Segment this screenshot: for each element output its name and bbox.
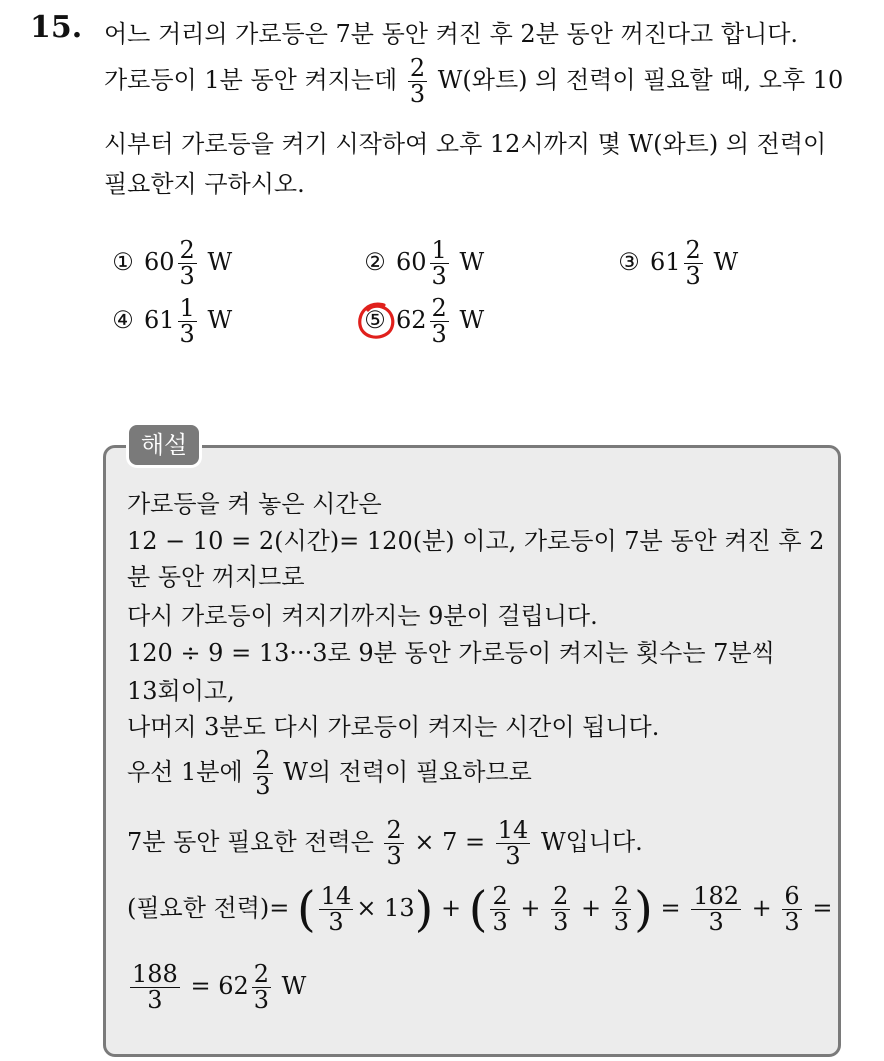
fraction: $\frac{1}{3}$ (179, 294, 195, 349)
question-line-4: 필요한지 구하시오. (104, 170, 305, 198)
fraction: $\frac{2}{3}$ (179, 236, 195, 291)
option-whole: 61 (650, 248, 681, 277)
fraction: $\frac{2}{3}$ (613, 882, 630, 937)
option-unit: W (207, 248, 233, 277)
solution-line: 120 ÷ 9 = 13···3로 9분 동안 가로등이 켜지는 횟수는 7분씩 (127, 639, 775, 667)
fraction: $\frac{6}{3}$ (784, 882, 800, 937)
option-1[interactable] (108, 238, 232, 289)
option-mark-selected: ⑤ (360, 306, 390, 334)
solution-line: 13회이고, (127, 677, 235, 705)
solution-line: 우선 1분에 $\frac{2}{3}$ W의 전력이 필요하므로 (127, 746, 532, 801)
fraction: $\frac{188}{3}$ (132, 960, 178, 1015)
option-unit: W (713, 248, 739, 277)
fraction: $\frac{2}{3}$ (553, 882, 569, 937)
answer-circle-icon (354, 299, 398, 343)
solution-line: (필요한 전력)= ( $\frac{14}{3}$ × 13) + ( $\frac{2}{3}$ + $\frac{2}{3}$ + $\frac{2}{3}$ ) = $\frac{182}{3}$ + $\frac{6}{3}$ = (127, 881, 833, 938)
option-unit: W (207, 306, 233, 335)
option-mark: ① (112, 248, 134, 277)
option-whole: 62 (396, 306, 427, 335)
question-text: 가로등이 1분 동안 켜지는데 (104, 66, 398, 95)
question-line-3: 시부터 가로등을 켜기 시작하여 오후 12시까지 몇 W(와트) 의 전력이 (104, 130, 827, 158)
fraction: $\frac{182}{3}$ (693, 882, 740, 937)
question-text: W(와트) 의 전력이 필요할 때, 오후 10 (437, 66, 844, 95)
fraction: $\frac{2}{3}$ (409, 54, 426, 109)
fraction: $\frac{2}{3}$ (685, 236, 701, 291)
question-line-1: 어느 거리의 가로등은 7분 동안 켜진 후 2분 동안 꺼진다고 합니다. (104, 20, 799, 48)
solution-line: 7분 동안 필요한 전력은 $\frac{2}{3}$ × 7 = $\frac{14}{3}$ W입니다. (127, 816, 643, 871)
option-unit: W (459, 248, 485, 277)
fraction: $\frac{2}{3}$ (253, 960, 270, 1015)
fraction: $\frac{1}{3}$ (431, 236, 447, 291)
solution-line: $\frac{188}{3}$ = 62 $\frac{2}{3}$ W (132, 960, 307, 1015)
option-whole: 61 (144, 306, 175, 335)
fraction: $\frac{2}{3}$ (255, 746, 271, 801)
option-4[interactable] (108, 296, 232, 347)
question-number: 15. (30, 10, 83, 45)
option-3[interactable] (614, 238, 738, 289)
option-mark: ② (364, 248, 386, 277)
option-unit: W (459, 306, 485, 335)
option-mark: ③ (618, 248, 640, 277)
fraction: $\frac{14}{3}$ (320, 882, 352, 937)
option-2[interactable] (360, 238, 484, 289)
fraction: $\frac{2}{3}$ (386, 816, 402, 871)
solution-line: 가로등을 켜 놓은 시간은 (127, 490, 382, 518)
fraction: $\frac{2}{3}$ (492, 882, 508, 937)
option-mark: ④ (112, 306, 134, 335)
solution-line: 분 동안 꺼지므로 (127, 563, 305, 591)
solution-line: 12 − 10 = 2(시간)= 120(분) 이고, 가로등이 7분 동안 켜진 후 2 (127, 527, 825, 555)
fraction: $\frac{14}{3}$ (497, 816, 529, 871)
solution-line: 다시 가로등이 켜지기까지는 9분이 걸립니다. (127, 602, 598, 630)
option-whole: 60 (144, 248, 175, 277)
fraction: $\frac{2}{3}$ (431, 294, 447, 349)
question-line-2 (104, 56, 843, 107)
solution-line: 나머지 3분도 다시 가로등이 켜지는 시간이 됩니다. (127, 713, 660, 741)
option-5[interactable] (360, 296, 484, 347)
option-whole: 60 (396, 248, 427, 277)
solution-tag: 해설 (129, 425, 199, 465)
